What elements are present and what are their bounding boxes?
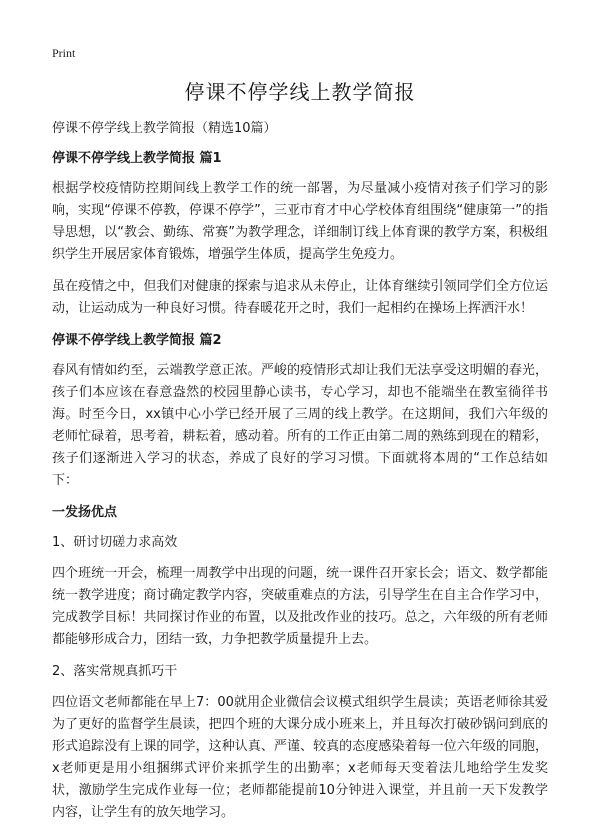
document-body: [52, 118, 548, 834]
section1-paragraph-2: 虽在疫情之中，但我们对健康的探索与追求从未停止，让体育继续引领同学们全方位运动，让运动成为一种良好习惯。待春暖花开之时，我们一起相约在操场上挥洒汗水！: [52, 279, 548, 316]
section-heading-1: 停课不停学线上教学简报 篇1: [52, 151, 222, 166]
document-title: 停课不停学线上教学简报: [184, 80, 416, 104]
section2-paragraph-2: 四个班统一开会，梳理一周教学中出现的问题，统一课件召开家长会；语文、数学都能统一教学进度；商讨确定教学内容，突破重难点的方法，引导学生在自主合作学习中，完成教学目标！共同探讨作业的布置，以及批改作业的技巧。总之，六年级的所有老师都能够形成合力，团结一致，力争把教学质量提升上去。: [52, 566, 548, 647]
print-link[interactable]: Print: [52, 46, 76, 60]
section1-paragraph-1: 根据学校疫情防控期间线上教学工作的统一部署，为尽量减小疫情对孩子们学习的影响，实现“停课不停教，停课不停学”，三亚市育才中心学校体育组围绕“健康第一”的指导思想，以“教会、勤练、常赛”为教学理念，详细制订线上体育课的教学方案，积极组织学生开展居家体育锻炼，增强学生体质，提高学生免疫力。: [52, 181, 548, 262]
document-subtitle: 停课不停学线上教学简报（精选10篇）: [52, 121, 277, 136]
section-heading-2: 停课不停学线上教学简报 篇2: [52, 333, 222, 348]
subsection-heading-strengths: 一发扬优点: [52, 505, 118, 520]
section2-paragraph-3: 四位语文老师都能在早上7：00就用企业微信会议模式组织学生晨读；英语老师徐其爱为了更好的监督学生晨读，把四个班的大课分成小班来上，并且每次打破砂锅问到底的形式追踪没有上课的同学，这种认真、严谨、较真的态度感染着每一位六年级的同胞，x老师更是用小组捆绑式评价来抓学生的出勤率；x老师每天变着法儿地给学生发奖状，激励学生完成作业每一位；老师都能提前10分钟进入课堂，并且前一天下发教学内容，让学生有的放矢地学习。: [52, 695, 548, 820]
subsection-item-1: 1、研讨切磋力求高效: [52, 535, 178, 550]
section2-paragraph-1: 春风有情如约至，云端教学意正浓。严峻的疫情形式却让我们无法享受这明媚的春光，孩子们本应该在春意盎然的校园里静心读书，专心学习，却也不能端坐在教室徜徉书海。时至今日，xx镇中心小学已经开展了三周的线上教学。在这期间，我们六年级的老师忙碌着，思考着，耕耘着，感动着。所有的工作正由第二周的熟练到现在的精彩，孩子们逐渐进入学习的状态，养成了良好的学习习惯。下面就将本周的“工作总结如下：: [52, 363, 548, 488]
subsection-item-2: 2、落实常规真抓巧干: [52, 664, 178, 679]
